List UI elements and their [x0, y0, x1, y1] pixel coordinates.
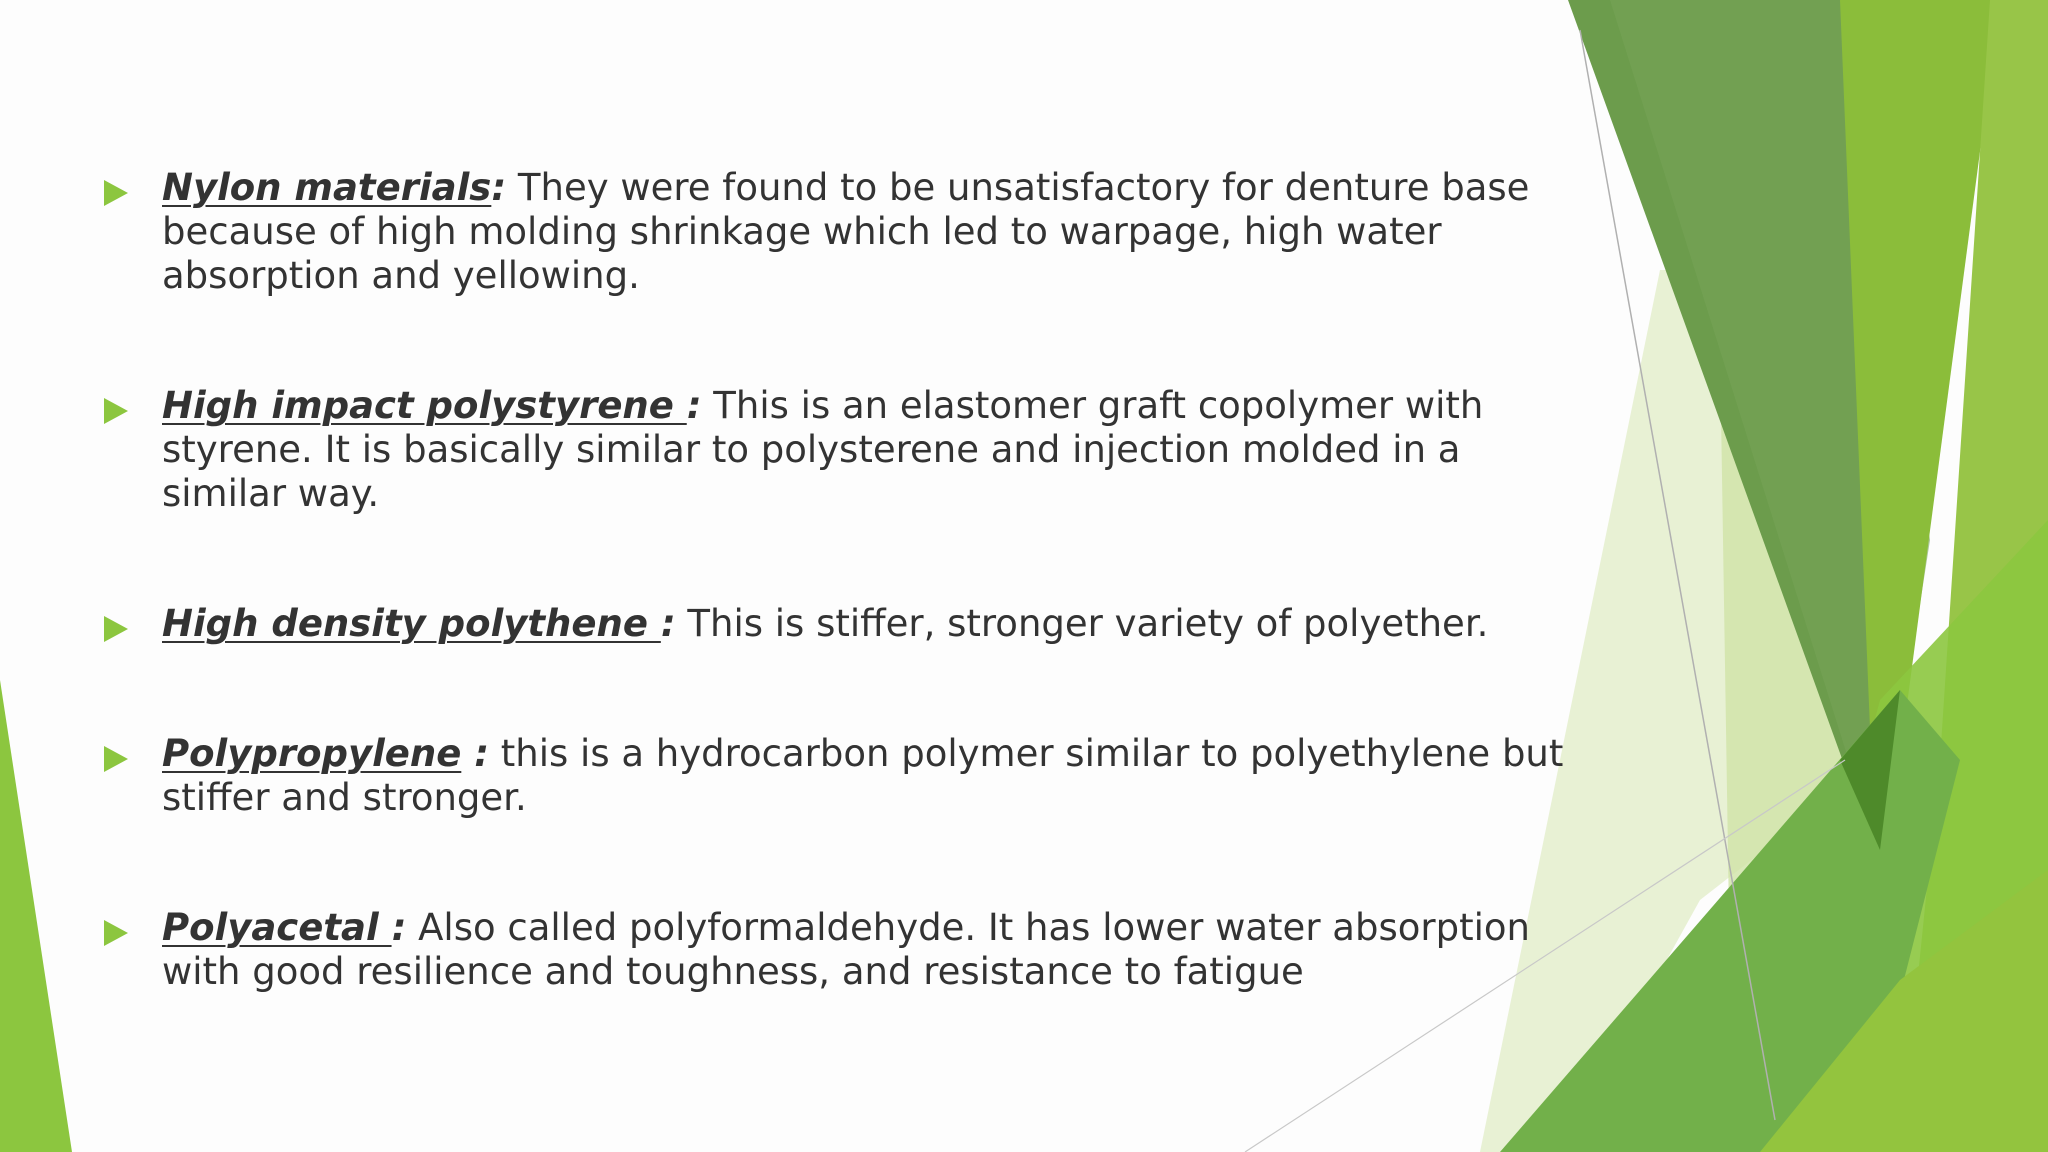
bullet-arrow-icon [104, 398, 128, 424]
bullet-item-polyacetal [104, 906, 1564, 994]
bullet-body: This is stiffer, stronger variety of polyether. [675, 602, 1489, 645]
bullet-term: High impact polystyrene [162, 384, 687, 427]
bullet-text [162, 384, 1564, 516]
bullet-arrow-icon [104, 746, 128, 772]
bullet-text [162, 906, 1564, 994]
bullet-item-polypropylene [104, 732, 1564, 820]
bullet-body: They were found to be unsatisfactory for denture base because of high molding shrinkage which led to warpage, high water absorption and yellowing. [162, 166, 1530, 297]
bullet-separator: : [660, 602, 676, 645]
bullet-text [162, 602, 1564, 646]
bullet-term: High density polythene [162, 602, 661, 645]
bullet-arrow-icon [104, 920, 128, 946]
bullet-text [162, 166, 1564, 298]
bullet-item-high-impact-polystyrene [104, 384, 1564, 516]
bullet-separator: : [391, 906, 407, 949]
bullet-term: Polyacetal [162, 906, 392, 949]
bullet-arrow-icon [104, 616, 128, 642]
bullet-body: Also called polyformaldehyde. It has lower water absorption with good resilience and toughness, and resistance to fatigue [162, 906, 1530, 993]
bullet-separator: : [461, 732, 489, 775]
bullet-term: Nylon materials [162, 166, 492, 209]
bullet-text [162, 732, 1564, 820]
bullet-body: this is a hydrocarbon polymer similar to polyethylene but stiffer and stronger. [162, 732, 1564, 819]
bullet-separator: : [686, 384, 702, 427]
bullet-arrow-icon [104, 180, 128, 206]
bullet-body: This is an elastomer graft copolymer with styrene. It is basically similar to polysterene and injection molded in a similar way. [162, 384, 1484, 515]
bullet-separator: : [491, 166, 507, 209]
bullet-item-high-density-polythene [104, 602, 1564, 646]
bullet-item-nylon [104, 166, 1564, 298]
bullet-term: Polypropylene [162, 732, 462, 775]
